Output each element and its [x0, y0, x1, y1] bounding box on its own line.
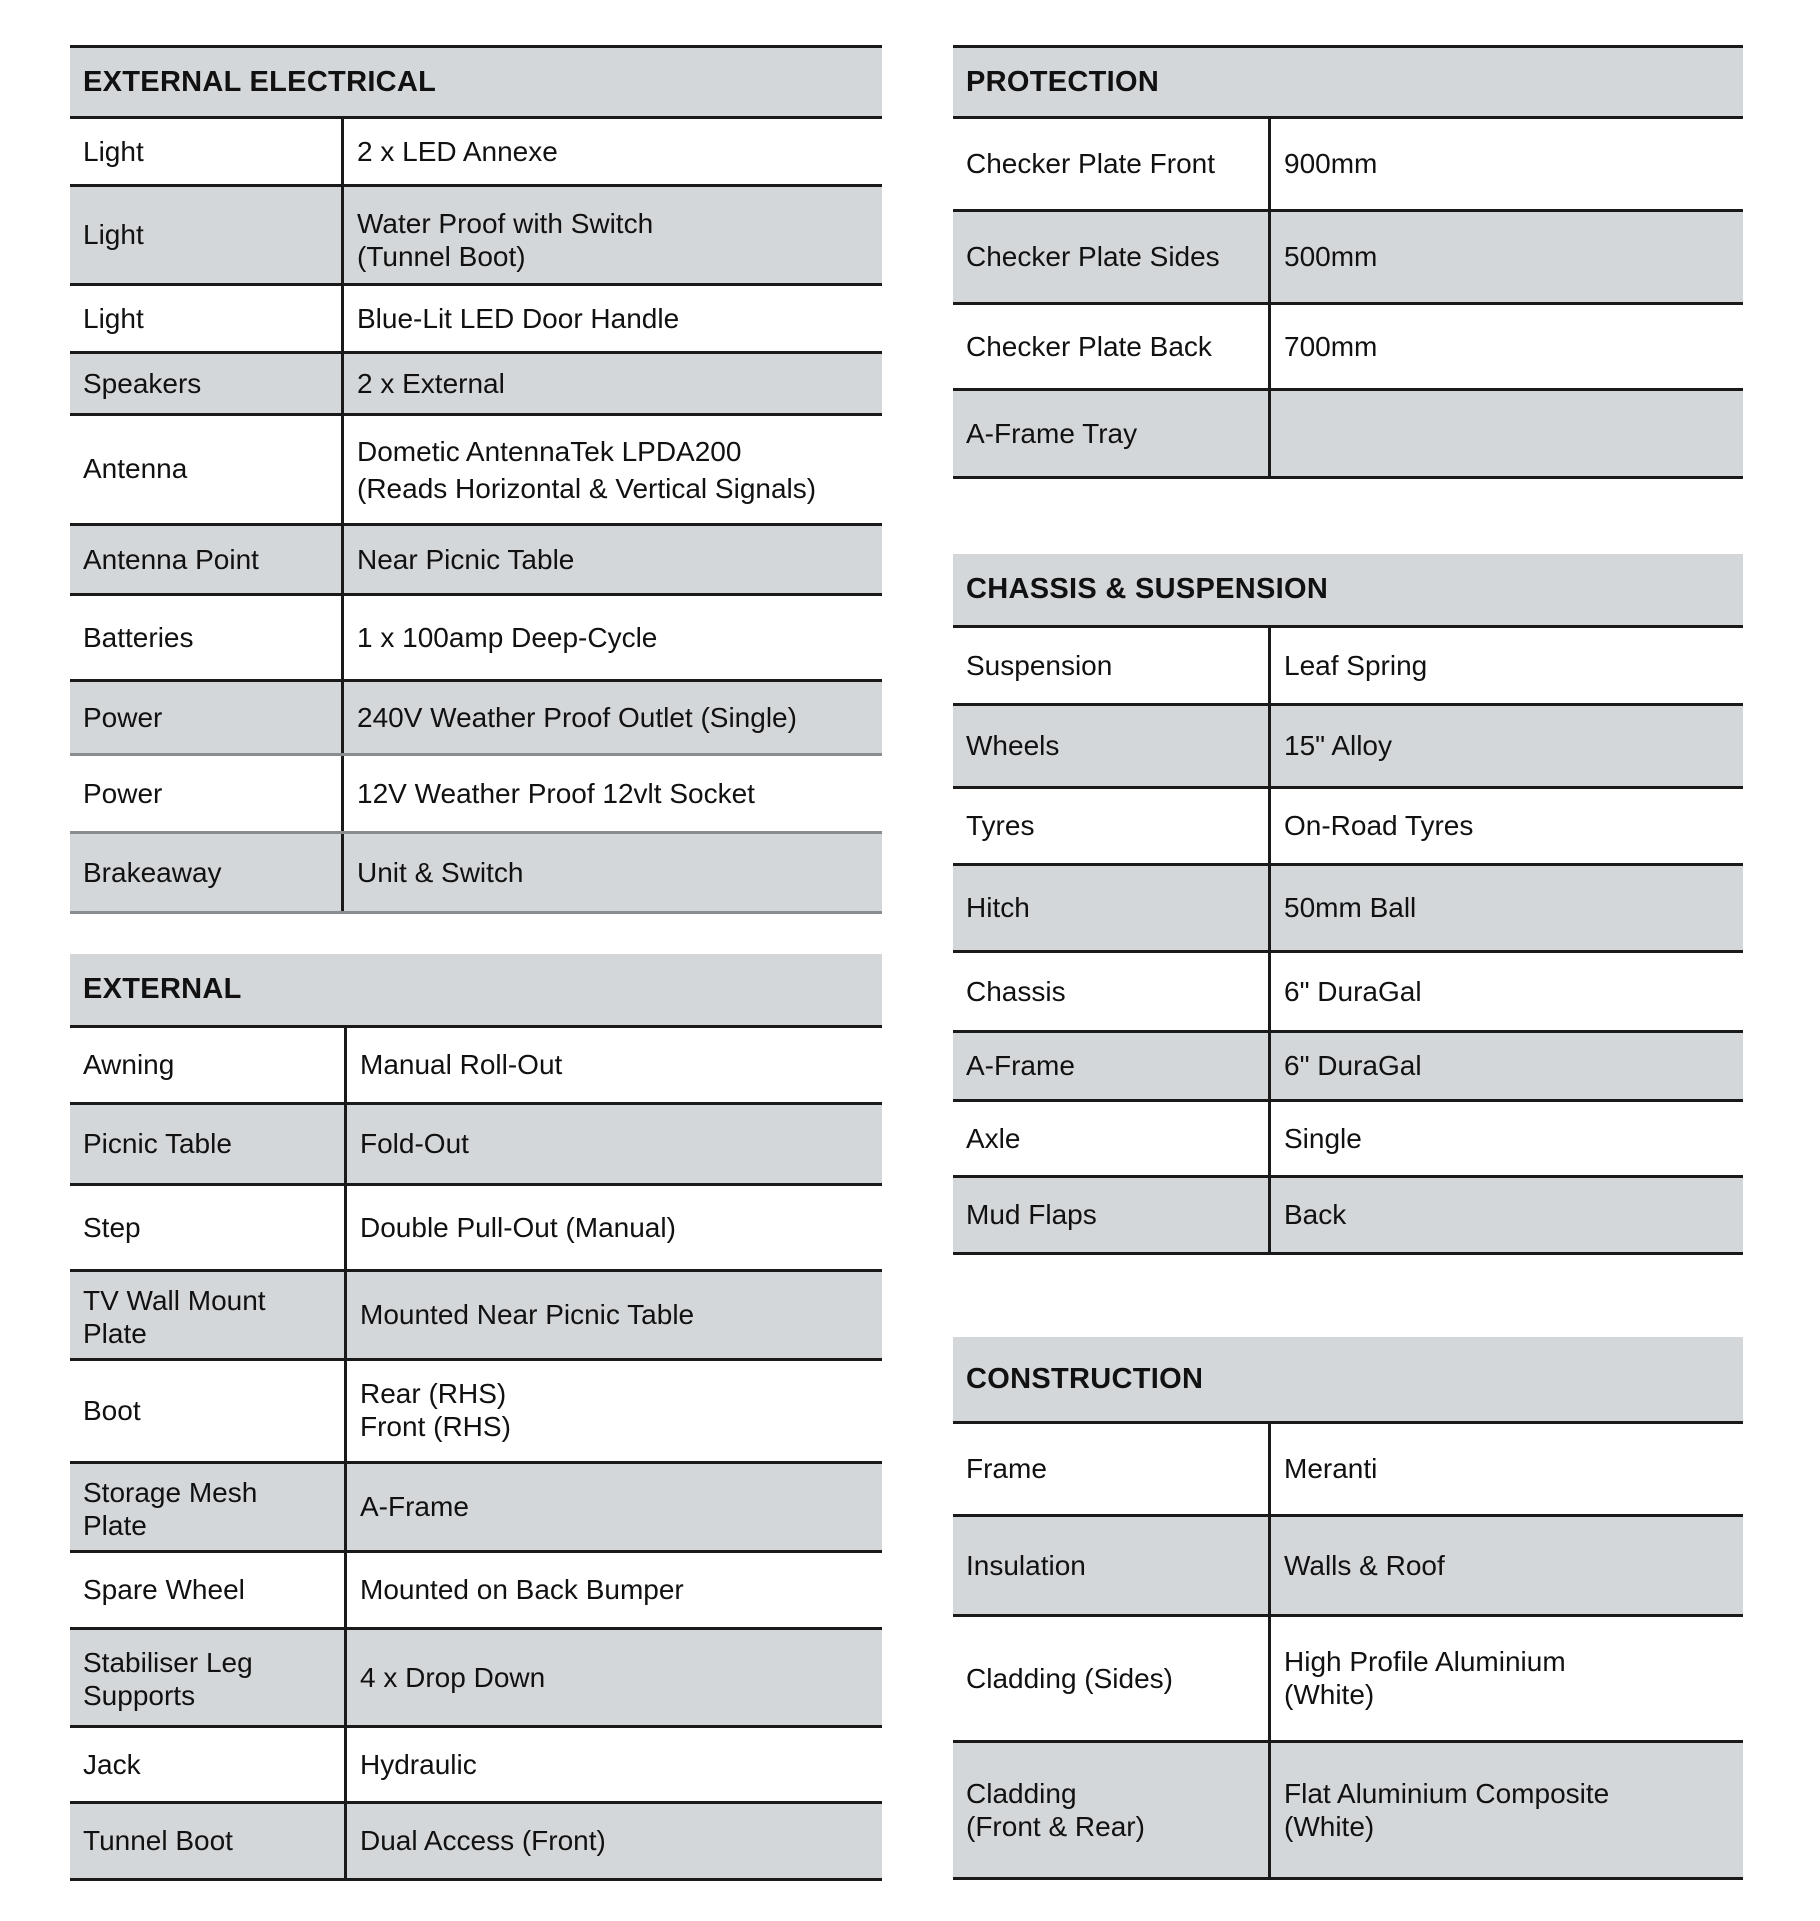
- table-row: [70, 1804, 882, 1881]
- row-value: Hydraulic: [360, 1748, 477, 1780]
- row-label: Checker Plate Back: [953, 305, 1271, 388]
- table-row: [70, 682, 882, 756]
- table-row: [70, 187, 882, 286]
- table-row: [953, 866, 1743, 953]
- table-row: [953, 789, 1743, 866]
- table-row: [70, 1272, 882, 1361]
- row-label: Step: [70, 1186, 347, 1269]
- row-label: Antenna: [70, 416, 344, 523]
- row-label: Axle: [953, 1102, 1271, 1175]
- construction-table: [953, 1337, 1743, 1880]
- row-value: Blue-Lit LED Door Handle: [357, 302, 680, 334]
- row-label: Picnic Table: [70, 1105, 347, 1183]
- row-value: 700mm: [1284, 330, 1378, 362]
- row-value: Mounted on Back Bumper: [360, 1574, 684, 1606]
- row-label: Awning: [70, 1028, 347, 1102]
- row-value: 240V Weather Proof Outlet (Single): [357, 701, 797, 733]
- row-label: Power: [70, 682, 344, 753]
- row-value: Walls & Roof: [1284, 1549, 1445, 1581]
- section-title: CHASSIS & SUSPENSION: [953, 554, 1743, 628]
- row-label: Frame: [953, 1424, 1271, 1514]
- row-value: 2 x External: [357, 367, 505, 399]
- table-row: [70, 1630, 882, 1728]
- row-value: Mounted Near Picnic Table: [360, 1299, 695, 1331]
- row-value: 50mm Ball: [1284, 892, 1417, 924]
- table-row: [953, 706, 1743, 789]
- row-label: Checker Plate Sides: [953, 212, 1271, 302]
- row-label: Speakers: [70, 354, 344, 413]
- row-value: 4 x Drop Down: [360, 1661, 546, 1693]
- row-label: Chassis: [953, 953, 1271, 1030]
- section-title: EXTERNAL ELECTRICAL: [70, 45, 882, 119]
- row-value: Manual Roll-Out: [360, 1049, 563, 1081]
- row-value: 15" Alloy: [1284, 730, 1393, 762]
- row-label: Storage Mesh Plate: [70, 1464, 347, 1550]
- table-row: [70, 1186, 882, 1272]
- table-row: [953, 953, 1743, 1033]
- row-value: Water Proof with Switch (Tunnel Boot): [357, 208, 654, 273]
- table-row: [953, 212, 1743, 305]
- table-row: [953, 1102, 1743, 1178]
- row-value: Fold-Out: [360, 1128, 469, 1160]
- table-row: [70, 416, 882, 526]
- row-value: Double Pull-Out (Manual): [360, 1211, 676, 1243]
- row-value: 2 x LED Annexe: [357, 135, 558, 167]
- row-label: Hitch: [953, 866, 1271, 950]
- row-value: Rear (RHS) Front (RHS): [360, 1378, 511, 1443]
- table-row: [953, 305, 1743, 391]
- row-value: Dual Access (Front): [360, 1825, 606, 1857]
- row-label: Cladding (Sides): [953, 1617, 1271, 1740]
- table-row: [953, 1424, 1743, 1517]
- row-label: Stabiliser Leg Supports: [70, 1630, 347, 1725]
- row-value: Near Picnic Table: [357, 543, 575, 575]
- table-row: [70, 1028, 882, 1105]
- row-label: Checker Plate Front: [953, 119, 1271, 209]
- row-label: Cladding (Front & Rear): [953, 1743, 1271, 1877]
- row-value: [1271, 391, 1743, 476]
- table-row: [70, 286, 882, 354]
- row-label: Insulation: [953, 1517, 1271, 1614]
- row-value: High Profile Aluminium (White): [1284, 1646, 1566, 1711]
- row-value: 1 x 100amp Deep-Cycle: [357, 621, 658, 653]
- table-row: [953, 1517, 1743, 1617]
- row-label: Light: [70, 119, 344, 184]
- external-table: [70, 954, 882, 1881]
- row-value: Meranti: [1284, 1453, 1378, 1485]
- row-label: Tyres: [953, 789, 1271, 863]
- section-title: PROTECTION: [953, 45, 1743, 119]
- row-label: A-Frame: [953, 1033, 1271, 1099]
- table-row: [70, 1728, 882, 1804]
- table-row: [953, 1178, 1743, 1255]
- table-row: [953, 628, 1743, 706]
- row-value: Unit & Switch: [357, 856, 524, 888]
- table-row: [953, 119, 1743, 212]
- row-label: Power: [70, 756, 344, 831]
- row-value: 6" DuraGal: [1284, 975, 1422, 1007]
- table-row: [70, 526, 882, 596]
- table-row: [70, 1361, 882, 1464]
- table-row: [953, 391, 1743, 479]
- right-column: [953, 45, 1743, 1920]
- table-row: [70, 834, 882, 914]
- row-label: Antenna Point: [70, 526, 344, 593]
- row-label: Light: [70, 286, 344, 351]
- section-title: CONSTRUCTION: [953, 1337, 1743, 1424]
- row-value: Back: [1284, 1199, 1347, 1231]
- table-row: [953, 1743, 1743, 1880]
- row-label: Boot: [70, 1361, 347, 1461]
- table-row: [70, 1464, 882, 1553]
- row-value: 12V Weather Proof 12vlt Socket: [357, 777, 755, 809]
- row-value: On-Road Tyres: [1284, 810, 1474, 842]
- table-row: [70, 1105, 882, 1186]
- row-label: Wheels: [953, 706, 1271, 786]
- external-electrical-table: [70, 45, 882, 914]
- row-value: 900mm: [1284, 148, 1378, 180]
- row-value: Leaf Spring: [1284, 649, 1428, 681]
- table-row: [70, 354, 882, 416]
- row-label: Tunnel Boot: [70, 1804, 347, 1878]
- row-label: Spare Wheel: [70, 1553, 347, 1627]
- row-value: 500mm: [1284, 241, 1378, 273]
- section-title: EXTERNAL: [70, 954, 882, 1028]
- table-row: [70, 119, 882, 187]
- table-row: [70, 596, 882, 682]
- chassis-suspension-table: [953, 554, 1743, 1255]
- row-value: Dometic AntennaTek LPDA200 (Reads Horizontal & Vertical Signals): [357, 436, 817, 504]
- row-value: Single: [1284, 1122, 1362, 1154]
- row-label: Jack: [70, 1728, 347, 1801]
- row-label: Suspension: [953, 628, 1271, 703]
- table-row: [953, 1033, 1743, 1102]
- row-label: Light: [70, 187, 344, 283]
- row-label: Mud Flaps: [953, 1178, 1271, 1252]
- row-value: A-Frame: [360, 1491, 469, 1523]
- row-value: Flat Aluminium Composite (White): [1284, 1778, 1610, 1843]
- row-label: Batteries: [70, 596, 344, 679]
- row-label: A-Frame Tray: [953, 391, 1271, 476]
- row-label: Brakeaway: [70, 834, 344, 911]
- protection-table: [953, 45, 1743, 479]
- table-row: [953, 1617, 1743, 1743]
- row-label: TV Wall Mount Plate: [70, 1272, 347, 1358]
- table-row: [70, 1553, 882, 1630]
- row-value: 6" DuraGal: [1284, 1050, 1422, 1082]
- left-column: [70, 45, 882, 1921]
- table-row: [70, 756, 882, 834]
